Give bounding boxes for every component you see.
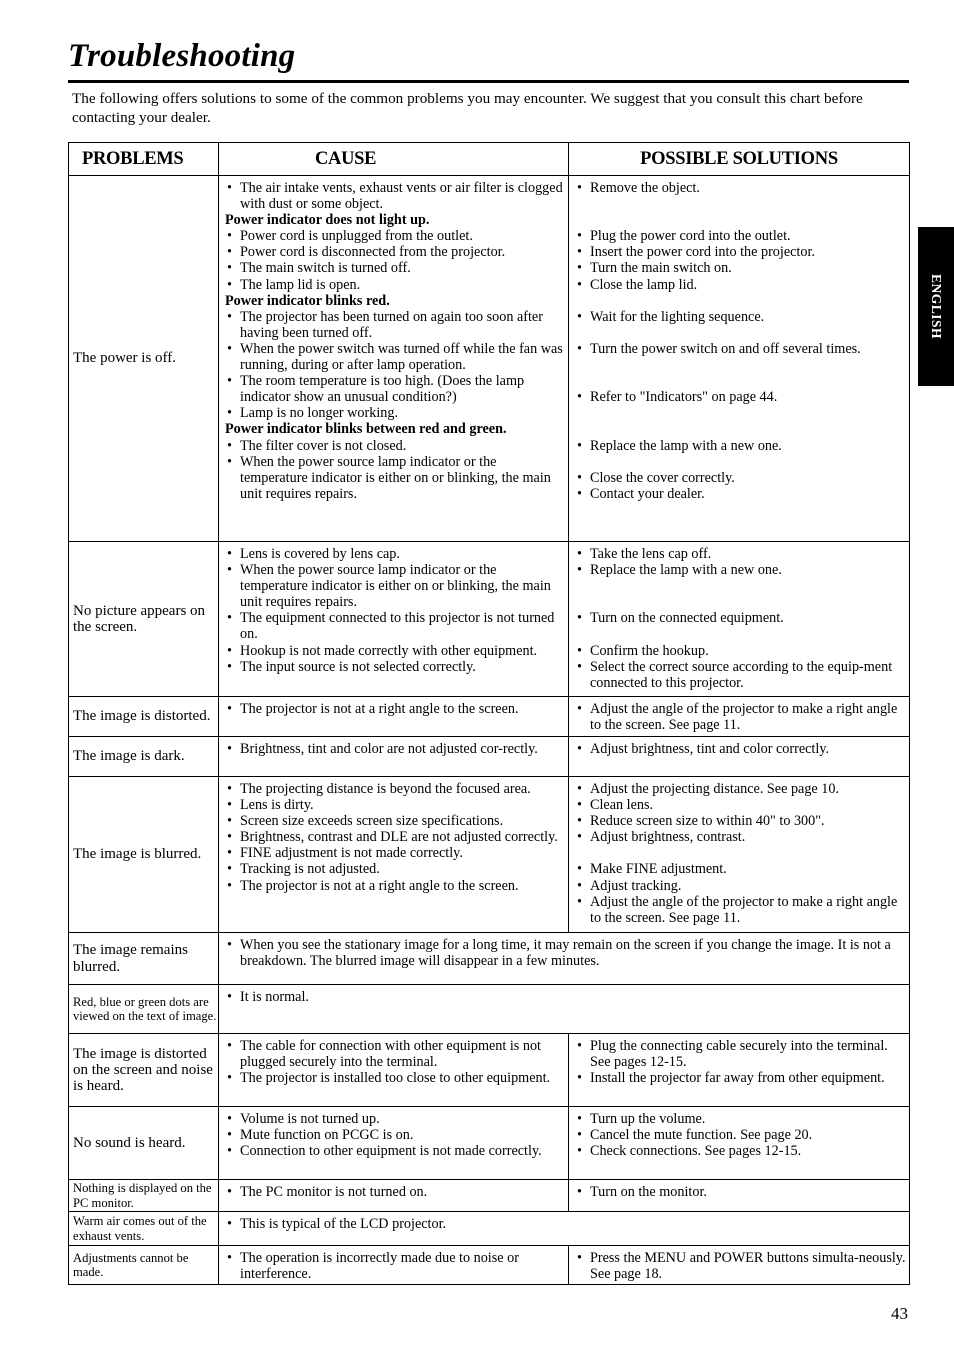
table-row	[69, 697, 910, 737]
list-item: • Clean lens.	[575, 797, 907, 813]
list-item: • Plug the power cord into the outlet.	[575, 228, 907, 244]
problem-cell: The image is distorted on the screen and noise is heard.	[69, 1034, 219, 1107]
list-item: • Press the MENU and POWER buttons simulta-neously. See page 18.	[575, 1250, 907, 1282]
cause-subheading: Power indicator blinks red.	[225, 292, 390, 309]
list-item: • Close the cover correctly.	[575, 470, 907, 486]
cause-cell	[219, 1034, 569, 1107]
table-header-row	[69, 143, 910, 176]
table-row	[69, 737, 910, 777]
troubleshooting-table	[68, 142, 910, 1285]
table-row	[69, 1034, 910, 1107]
solution-cell	[569, 777, 910, 933]
table-row	[69, 1246, 910, 1285]
solution-cell	[569, 1180, 910, 1212]
list-item: • The lamp lid is open.	[225, 277, 566, 293]
solution-cell	[569, 697, 910, 737]
bullet-list	[575, 546, 907, 691]
intro-paragraph: The following offers solutions to some of the common problems you may encounter. We suggest that you consult this chart before contacting your dealer.	[72, 90, 863, 126]
list-item: • Close the lamp lid.	[575, 277, 907, 293]
solution-cell	[569, 1034, 910, 1107]
list-item: • Contact your dealer.	[575, 486, 907, 502]
problem-cell: Red, blue or green dots are viewed on the text of image.	[69, 985, 219, 1034]
list-item: • Cancel the mute function. See page 20.	[575, 1127, 907, 1143]
problem-cell: The image is distorted.	[69, 697, 219, 737]
bullet-list	[575, 1111, 907, 1159]
list-item: • The air intake vents, exhaust vents or air filter is clogged with dust or some object.	[225, 180, 566, 212]
list-item: • Insert the power cord into the projector.	[575, 244, 907, 260]
list-item: • The operation is incorrectly made due to noise or interference.	[225, 1250, 566, 1282]
list-spacer	[575, 357, 907, 373]
bullet-list	[225, 1250, 566, 1282]
bullet-list	[225, 989, 907, 1005]
bullet-list	[575, 1038, 907, 1086]
list-spacer	[575, 454, 907, 470]
solution-cell	[569, 176, 910, 542]
list-item: • Make FINE adjustment.	[575, 861, 907, 877]
list-item: • Power cord is disconnected from the projector.	[225, 244, 566, 260]
list-item: • It is normal.	[225, 989, 907, 1005]
list-item: • Install the projector far away from other equipment.	[575, 1070, 907, 1086]
list-item: • Check connections. See pages 12-15.	[575, 1143, 907, 1159]
bullet-list	[225, 1038, 566, 1086]
header-problems: PROBLEMS	[69, 143, 219, 176]
list-item: • Turn on the monitor.	[575, 1184, 907, 1200]
list-spacer	[575, 373, 907, 389]
list-item: • Remove the object.	[575, 180, 907, 196]
bullet-list	[575, 1250, 907, 1282]
list-item: • Turn the main switch on.	[575, 260, 907, 276]
problem-cell: Warm air comes out of the exhaust vents.	[69, 1212, 219, 1246]
list-item: • Lamp is no longer working.	[225, 405, 566, 421]
list-item: • Adjust the angle of the projector to make a right angle to the screen. See page 11.	[575, 701, 907, 733]
cause-cell	[219, 1246, 569, 1285]
list-spacer	[575, 405, 907, 421]
header-cause: CAUSE	[219, 143, 569, 176]
cause-cell	[219, 176, 569, 542]
bullet-list	[575, 180, 907, 502]
list-item: • FINE adjustment is not made correctly.	[225, 845, 566, 861]
merged-cell	[219, 1212, 910, 1246]
list-spacer	[575, 578, 907, 594]
list-item: • The projector is not at a right angle to the screen.	[225, 878, 566, 894]
bullet-list	[225, 180, 566, 502]
bullet-list	[225, 1216, 907, 1232]
list-item: • Replace the lamp with a new one.	[575, 562, 907, 578]
problem-cell: The image is blurred.	[69, 777, 219, 933]
bullet-list	[575, 701, 907, 733]
list-item: • Take the lens cap off.	[575, 546, 907, 562]
list-item: • Lens is covered by lens cap.	[225, 546, 566, 562]
list-item: • Lens is dirty.	[225, 797, 566, 813]
page-number: 43	[891, 1304, 908, 1323]
merged-cell	[219, 933, 910, 985]
language-side-tab	[918, 227, 954, 386]
list-item: • Wait for the lighting sequence.	[575, 309, 907, 325]
list-item: • The PC monitor is not turned on.	[225, 1184, 566, 1200]
list-item: • When you see the stationary image for a long time, it may remain on the screen if you change the image. It is not a breakdown. The blurred image will disappear in a few minutes.	[225, 937, 907, 969]
problem-cell: The image remains blurred.	[69, 933, 219, 985]
list-item: • Replace the lamp with a new one.	[575, 438, 907, 454]
bullet-list	[575, 1184, 907, 1200]
problem-cell: The power is off.	[69, 176, 219, 542]
list-item: • Adjust the angle of the projector to make a right angle to the screen. See page 11.	[575, 894, 907, 926]
list-item: • The room temperature is too high. (Does the lamp indicator show an unusual condition?)	[225, 373, 566, 405]
table-row	[69, 933, 910, 985]
list-item: • Adjust tracking.	[575, 878, 907, 894]
list-item: • The projector is not at a right angle to the screen.	[225, 701, 566, 717]
solution-cell	[569, 737, 910, 777]
list-item: • The cable for connection with other equipment is not plugged securely into the terminal.	[225, 1038, 566, 1070]
problem-cell: No sound is heard.	[69, 1107, 219, 1180]
list-item: • The filter cover is not closed.	[225, 438, 566, 454]
list-item: • Screen size exceeds screen size specifications.	[225, 813, 566, 829]
header-solutions: POSSIBLE SOLUTIONS	[569, 143, 910, 176]
bullet-list	[575, 781, 907, 926]
problem-cell: No picture appears on the screen.	[69, 542, 219, 697]
list-item: • The input source is not selected correctly.	[225, 659, 566, 675]
list-item: • Select the correct source according to the equip-ment connected to this projector.	[575, 659, 907, 691]
list-spacer	[575, 325, 907, 341]
list-item: • The projector has been turned on again too soon after having been turned off.	[225, 309, 566, 341]
list-spacer	[575, 421, 907, 437]
table-row	[69, 1212, 910, 1246]
list-item: • When the power source lamp indicator or the temperature indicator is either on or blinking, the main unit requires repairs.	[225, 562, 566, 610]
list-item: • Mute function on PCGC is on.	[225, 1127, 566, 1143]
list-item: • The projector is installed too close to other equipment.	[225, 1070, 566, 1086]
list-item: • The equipment connected to this projector is not turned on.	[225, 610, 566, 642]
list-spacer	[575, 594, 907, 610]
list-spacer	[575, 293, 907, 309]
bullet-list	[225, 741, 566, 757]
problem-cell: Nothing is displayed on the PC monitor.	[69, 1180, 219, 1212]
list-item: • Hookup is not made correctly with other equipment.	[225, 643, 566, 659]
cause-subheading: Power indicator blinks between red and green.	[225, 421, 507, 438]
list-item: • Confirm the hookup.	[575, 643, 907, 659]
list-spacer	[575, 196, 907, 212]
table-row	[69, 542, 910, 697]
list-item: • When the power source lamp indicator or the temperature indicator is either on or blinking, the main unit requires repairs.	[225, 454, 566, 502]
list-item: • The projecting distance is beyond the focused area.	[225, 781, 566, 797]
list-item: • Plug the connecting cable securely into the terminal. See pages 12-15.	[575, 1038, 907, 1070]
problem-cell: Adjustments cannot be made.	[69, 1246, 219, 1285]
table-row	[69, 985, 910, 1034]
list-spacer	[575, 626, 907, 642]
problem-cell: The image is dark.	[69, 737, 219, 777]
cause-cell	[219, 737, 569, 777]
list-item: • When the power switch was turned off while the fan was running, during or after lamp operation.	[225, 341, 566, 373]
list-item: • Adjust the projecting distance. See page 10.	[575, 781, 907, 797]
bullet-list	[225, 781, 566, 894]
list-item: • Turn the power switch on and off several times.	[575, 341, 907, 357]
cause-cell	[219, 1107, 569, 1180]
merged-cell	[219, 985, 910, 1034]
bullet-list	[225, 701, 566, 717]
list-item: • Reduce screen size to within 40" to 300".	[575, 813, 907, 829]
bullet-list	[575, 741, 907, 757]
title-rule	[68, 80, 909, 83]
list-item: • The main switch is turned off.	[225, 260, 566, 276]
list-item: • Power cord is unplugged from the outlet.	[225, 228, 566, 244]
list-item: • This is typical of the LCD projector.	[225, 1216, 907, 1232]
list-spacer	[575, 845, 907, 861]
list-item: • Brightness, contrast and DLE are not adjusted correctly.	[225, 829, 566, 845]
bullet-list	[225, 1184, 566, 1200]
list-item: • Tracking is not adjusted.	[225, 861, 566, 877]
bullet-list	[225, 1111, 566, 1159]
list-item: • Refer to "Indicators" on page 44.	[575, 389, 907, 405]
table-row	[69, 1107, 910, 1180]
list-item: • Turn on the connected equipment.	[575, 610, 907, 626]
list-item: • Brightness, tint and color are not adjusted cor-rectly.	[225, 741, 566, 757]
list-item: • Turn up the volume.	[575, 1111, 907, 1127]
table-row	[69, 1180, 910, 1212]
list-spacer	[575, 212, 907, 228]
bullet-list	[225, 937, 907, 969]
table-row	[69, 176, 910, 542]
cause-subheading: Power indicator does not light up.	[225, 212, 430, 229]
list-item: • Adjust brightness, contrast.	[575, 829, 907, 845]
solution-cell	[569, 542, 910, 697]
list-item: • Volume is not turned up.	[225, 1111, 566, 1127]
language-label: ENGLISH	[929, 273, 944, 340]
list-item: • Adjust brightness, tint and color correctly.	[575, 741, 907, 757]
list-item: • Connection to other equipment is not made correctly.	[225, 1143, 566, 1159]
cause-cell	[219, 1180, 569, 1212]
cause-cell	[219, 777, 569, 933]
solution-cell	[569, 1246, 910, 1285]
solution-cell	[569, 1107, 910, 1180]
page-title: Troubleshooting	[68, 38, 296, 74]
cause-cell	[219, 697, 569, 737]
bullet-list	[225, 546, 566, 675]
table-row	[69, 777, 910, 933]
cause-cell	[219, 542, 569, 697]
